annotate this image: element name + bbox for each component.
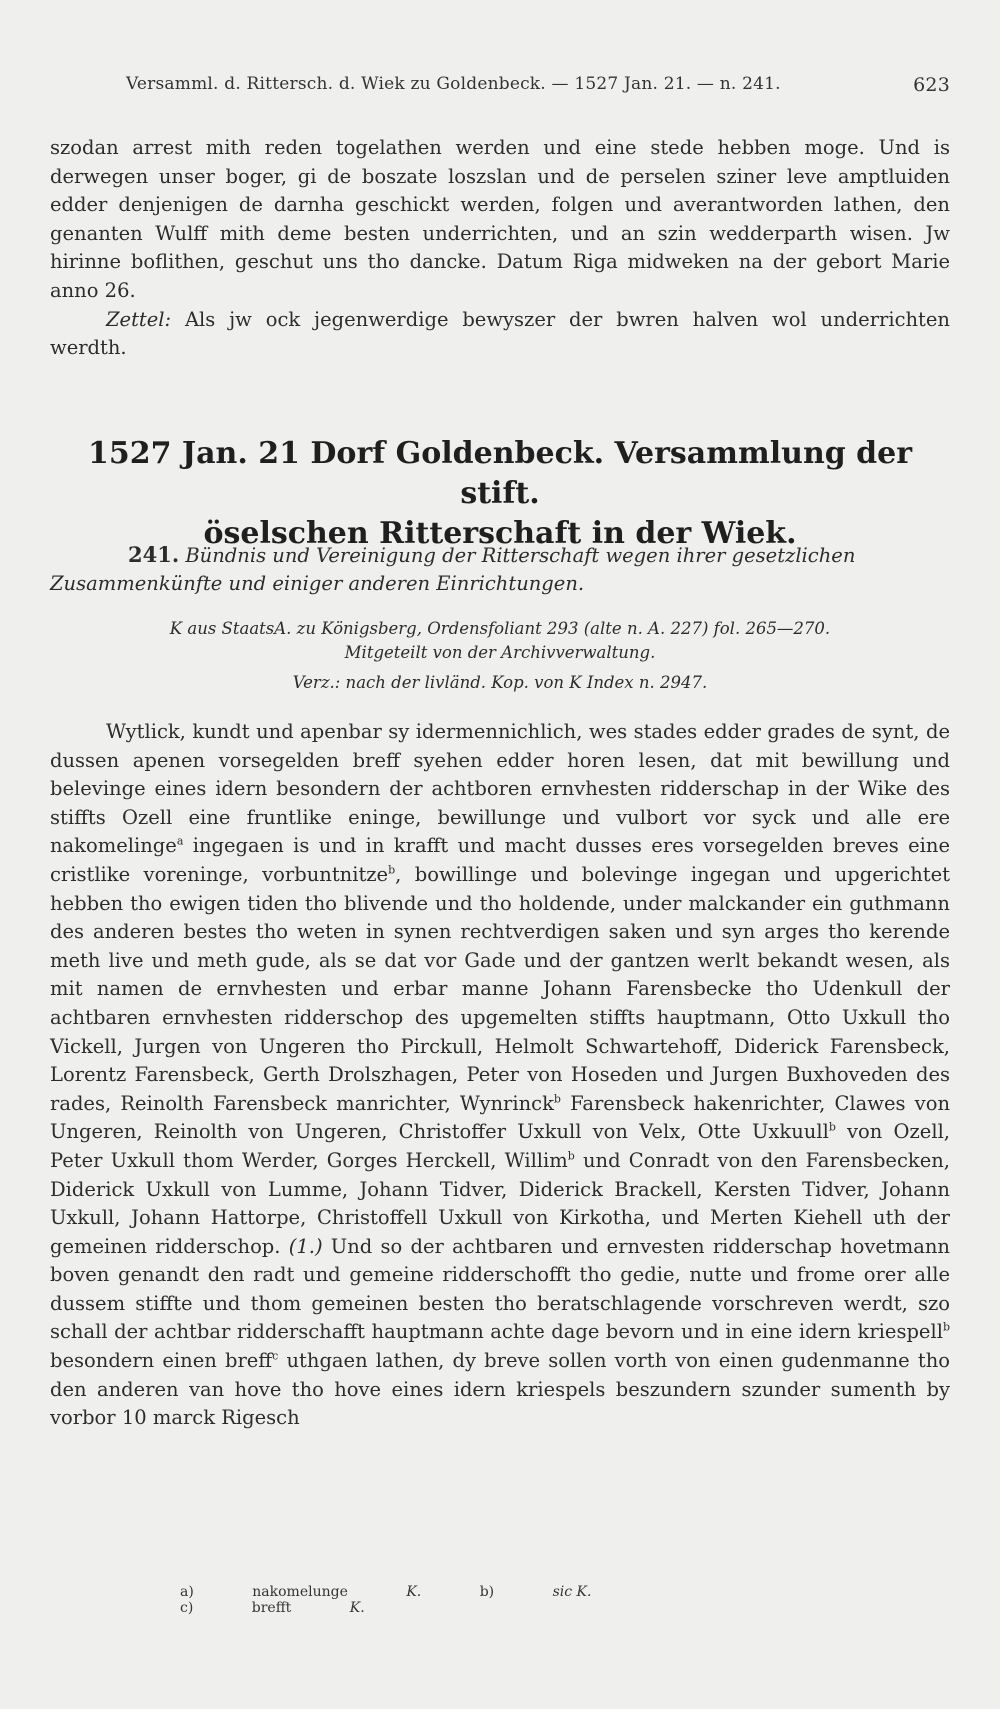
source-line-3: Verz.: nach der livländ. Kop. von K Index n. 2947. [292,673,708,692]
source-notes [50,617,950,695]
footnote-ref-b: b [553,1092,561,1106]
document-number: 241. [128,542,180,567]
section-mark: (1.) [288,1234,323,1258]
document-paragraph [50,718,950,1433]
source-line-1: K aus StaatsA. zu Königsberg, Ordensfoliant 293 (alte n. A. 227) fol. 265—270. [169,619,831,638]
footnote-a: a) nakomelunge K. [180,1584,422,1600]
section-heading-line1: 1527 Jan. 21 Dorf Goldenbeck. Versammlung der stift. [87,436,913,511]
zettel-text: Als jw ock jegenwerdige bewyszer der bwren halven wol underrichten werdth. [50,307,950,360]
continuation-paragraph: szodan arrest mith reden togelathen werden und eine stede hebben moge. Und is derwegen unser boger, gi de boszate loszslan und de perselen sziner leve amptluiden edder denjenigen de darnha geschickt werden, folgen und averantworden lathen, den genanten Wulff mith deme besten underrichten, und an szin wedderparth wisen. Jw hirinne boflithen, geschut uns tho dancke. Datum Riga midweken na der gebort Marie anno 26. [50,136,950,302]
footnote-ref-a: a [176,834,184,848]
text-part-7: Und so der achtbaren und ernvesten ridderschap hovetmann boven genandt den radt und gemeine ridderschofft tho gedie, nutte und frome orer alle dussem stiffte und thom gemeinen besten tho beratschlagende vorschreven werdt, szo schall der achtbar ridderschafft hauptmann achte dage bevorn und in eine idern kriespell [50,1234,950,1344]
footnote-ref-b: b [388,863,396,877]
running-title: Versamml. d. Rittersch. d. Wiek zu Goldenbeck. — 1527 Jan. 21. — n. 241. [126,74,781,94]
text-part-3: , bowillinge und bolevinge ingegan und upgerichtet hebben tho ewigen tiden tho blivende und tho holdende, under malckander ein guthmann des anderen bestes tho weten in synen rechtverdigen saken und syn arges tho kerende meth live und meth gude, als se dat vor Gade und der gantzen werlt bekandt wesen, als mit namen de ernvhesten und erbar manne Johann Farensbecke tho Udenkull der achtbaren ernvhesten ridderschop des upgemelten stiffts hauptmann, Otto Uxkull tho Vickell, Jurgen von Ungeren tho Pirckull, Helmolt Schwartehoff, Diderick Farensbeck, Lorentz Farensbeck, Gerth Drolszhagen, Peter von Hoseden und Jurgen Buxhoveden des rades, Reinolth Farensbeck manrichter, Wynrinck [50,862,951,1115]
source-line-2: Mitgeteilt von der Archivverwaltung. [344,643,656,662]
zettel-paragraph [50,306,950,363]
section-heading-line2: öselschen Ritterschaft in der Wiek. [203,516,797,551]
footnote-ref-b: b [828,1120,836,1134]
continuation-text [50,134,950,363]
regest-text: Bündnis und Vereinigung der Ritterschaft wegen ihrer gesetzlichen Zusammenkünfte und einiger anderen Einrichtungen. [50,544,856,595]
text-part-6: und Conradt von den Farensbecken, Diderick Uxkull von Lumme, Johann Tidver, Diderick Brackell, Kersten Tidver, Johann Uxkull, Johann Hattorpe, Christoffell Uxkull von Kirkotha, und Merten Kiehell uth der gemeinen ridderschop. [50,1148,950,1258]
running-head [126,74,950,94]
section-heading [50,434,950,554]
footnote-ref-b: b [567,1149,575,1163]
text-part-1: Wytlick, kundt und apenbar sy idermennichlich, wes stades edder grades de synt, de dussen apenen vorsegelden breff syehen edder horen lesen, dat mit bewillung und belevinge eines idern besondern der achtboren ernvhesten ridderschap in der Wike des stiffts Ozell eine fruntlike eninge, bewillunge und vulbort vor syck und alle ere nakomelinge [50,720,950,858]
footnote-b: b) sic K. [479,1584,592,1600]
text-part-2: ingegaen is und in krafft und macht dusses eres vorsegelden breves eine cristlike voreninge, vorbuntnitze [50,834,950,886]
document-regest [50,541,950,598]
footnote-ref-c: c [272,1349,279,1363]
text-part-9: uthgaen lathen, dy breve sollen vorth von einen gudenmanne tho den anderen van hove tho hove eines idern kriespels beszundern szunder sumenth by vorbor 10 marck Rigesch [50,1349,950,1430]
document-text [50,718,950,1433]
text-part-4: Farensbeck hakenrichter, Clawes von Ungeren, Reinolth von Ungeren, Christoffer Uxkull von Velx, Otte Uxkuull [50,1091,951,1144]
text-part-8: besondern einen breff [50,1349,273,1373]
text-part-5: von Ozell, Peter Uxkull thom Werder, Gorges Herckell, Willim [50,1120,951,1172]
page-number: 623 [913,74,950,96]
zettel-label: Zettel: [106,307,172,331]
footnotes [180,1584,880,1616]
footnote-c: c) brefft K. [180,1600,365,1616]
footnote-ref-b: b [942,1320,950,1334]
